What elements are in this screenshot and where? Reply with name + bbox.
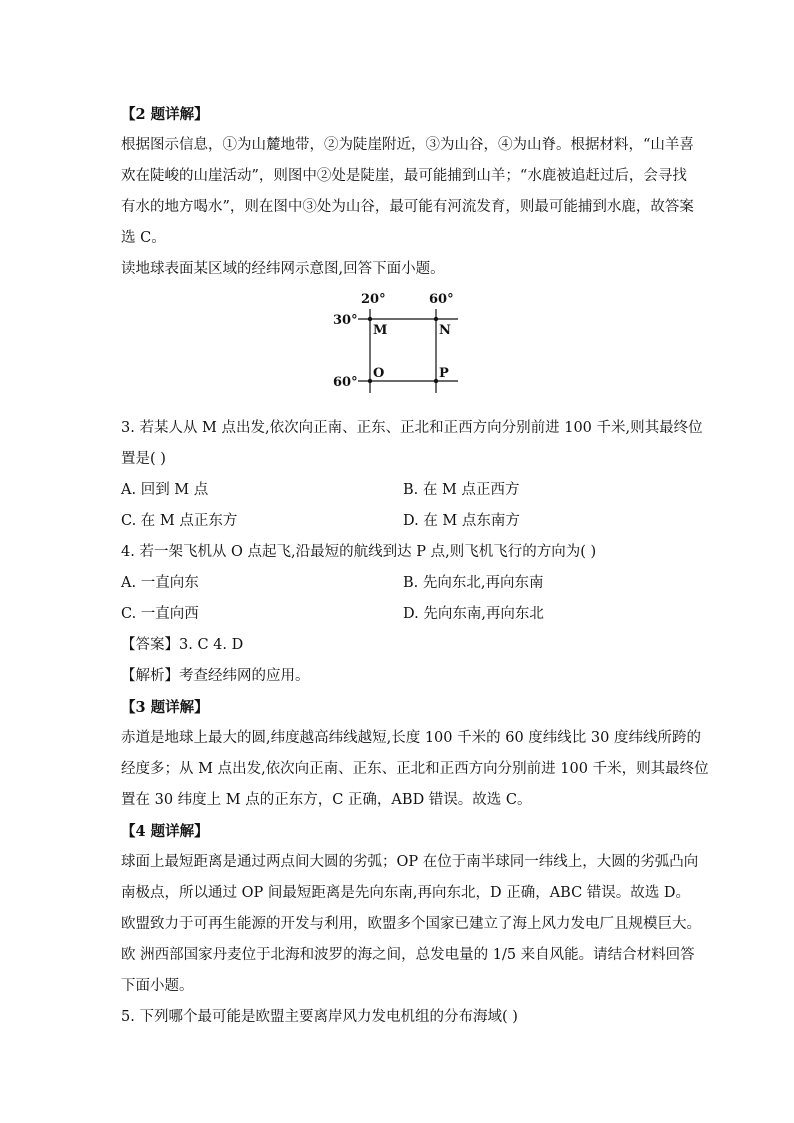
label-lon-left: 20°	[361, 292, 386, 307]
label-point-n: N	[439, 323, 451, 338]
point-m-dot	[368, 317, 372, 321]
paragraph-line: 选 C。	[121, 230, 166, 246]
point-p-dot	[434, 379, 438, 383]
paragraph-line: 下面小题。	[121, 978, 194, 994]
question-3-options-row	[121, 506, 681, 537]
option-c: C. 在 M 点正东方	[121, 513, 238, 529]
q2-detail-header: 【2 题详解】	[121, 106, 209, 123]
paragraph-line: 置在 30 纬度上 M 点的正东方，C 正确，ABD 错误。故选 C。	[121, 792, 532, 808]
question-4-line: 4. 若一架飞机从 O 点起飞,沿最短的航线到达 P 点,则飞机飞行的方向为( )	[121, 544, 597, 560]
label-lat-bottom: 60°	[333, 375, 358, 390]
paragraph-line: 欧盟致力于可再生能源的开发与利用，欧盟多个国家已建立了海上风力发电厂且规模巨大。	[121, 916, 701, 932]
option-a: A. 一直向东	[121, 575, 199, 591]
paragraph-line: 南极点，所以通过 OP 间最短距离是先向东南,再向东北，D 正确，ABC 错误。故选 D。	[121, 885, 691, 901]
paragraph-line: 球面上最短距离是通过两点间大圆的劣弧；OP 在位于南半球同一纬线上，大圆的劣弧凸向	[121, 854, 699, 870]
analysis-line: 【解析】考查经纬网的应用。	[121, 668, 310, 684]
document-body	[121, 99, 709, 1033]
option-c: C. 一直向西	[121, 606, 199, 622]
paragraph-line: 有水的地方喝水”，则在图中③处为山谷，最可能有河流发育，则最可能捕到水鹿，故答案	[121, 199, 694, 215]
option-d: D. 先向东南,再向东北	[403, 606, 544, 622]
point-o-dot	[368, 379, 372, 383]
question-3-options-row	[121, 475, 681, 506]
option-b: B. 在 M 点正西方	[403, 482, 520, 498]
intro-line: 读地球表面某区域的经纬网示意图,回答下面小题。	[121, 261, 445, 277]
question-3-line: 置是( )	[121, 451, 166, 467]
label-point-m: M	[373, 323, 388, 338]
question-4-options-row	[121, 599, 681, 630]
q3-detail-header: 【3 题详解】	[121, 699, 209, 716]
paragraph-line: 欢在陡峻的山崖活动”，则图中②处是陡崖，最可能捕到山羊；“水鹿被追赶过后，会寻找	[121, 168, 687, 184]
paragraph-line: 赤道是地球上最大的圆,纬度越高纬线越短,长度 100 千米的 60 度纬线比 30 度纬线所跨的	[121, 730, 701, 746]
graticule-figure	[121, 291, 681, 409]
q4-detail-header: 【4 题详解】	[121, 823, 209, 840]
label-point-o: O	[373, 366, 385, 381]
graticule-diagram	[121, 291, 681, 409]
option-b: B. 先向东北,再向东南	[403, 575, 544, 591]
label-point-p: P	[439, 366, 449, 381]
paragraph-line: 经度多；从 M 点出发,依次向正南、正东、正北和正西方向分别前进 100 千米，则其最终位	[121, 761, 709, 777]
answer-line: 【答案】3. C 4. D	[121, 637, 244, 653]
question-4-options-row	[121, 568, 681, 599]
option-a: A. 回到 M 点	[121, 482, 209, 498]
point-n-dot	[434, 317, 438, 321]
label-lon-right: 60°	[429, 292, 454, 307]
question-3-line: 3. 若某人从 M 点出发,依次向正南、正东、正北和正西方向分别前进 100 千米,则其最终位	[121, 420, 703, 436]
question-5-line: 5. 下列哪个最可能是欧盟主要离岸风力发电机组的分布海域( )	[121, 1009, 518, 1025]
option-d: D. 在 M 点东南方	[403, 513, 520, 529]
paragraph-line: 根据图示信息，①为山麓地带，②为陡崖附近，③为山谷，④为山脊。根据材料，“山羊喜	[121, 137, 694, 153]
label-lat-top: 30°	[333, 313, 358, 328]
paragraph-line: 欧 洲西部国家丹麦位于北海和波罗的海之间，总发电量的 1/5 来自风能。请结合材料回答	[121, 947, 695, 963]
